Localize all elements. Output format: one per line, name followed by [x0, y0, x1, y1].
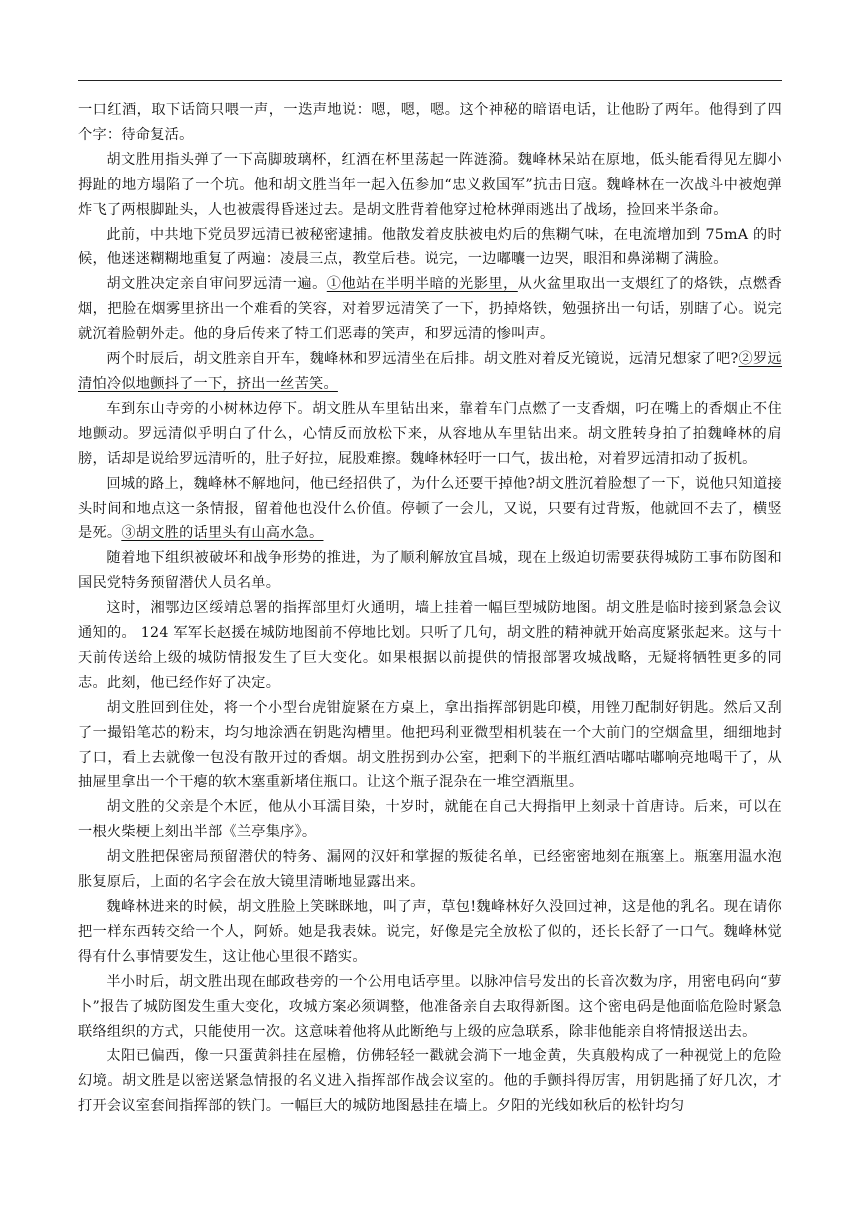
paragraph-text: 两个时辰后，胡文胜亲自开车，魏峰林和罗远清坐在后排。胡文胜对着反光镜说，远清兄想家了吧?: [106, 351, 739, 368]
paragraph-text: 胡文胜决定亲自审问罗远清一遍。: [106, 276, 327, 293]
paragraph-text: 从火盆里取出一支煨红了的烙铁，点燃香烟，把脸在烟雾里挤出一个难看的笑容，对着罗远清笑了一下，扔掉烙铁，勉强挤出一句话，别瞎了心。说完就沉着脸朝外走。他的身后传来了特工们恶毒的笑声，和罗远清的惨叫声。: [78, 276, 782, 343]
paragraph-text: 太阳已偏西，像一只蛋黄斜挂在屋檐，仿佛轻轻一戳就会淌下一地金黄，失真般构成了一种视觉上的危险幻境。胡文胜是以密送紧急情报的名义进入指挥部作战会议室的。他的手颤抖得厉害，用钥匙捅了好几次，才打开会议室套间指挥部的铁门。一幅巨大的城防地图悬挂在墙上。夕阳的光线如秋后的松针均匀: [78, 1048, 782, 1115]
underlined-sentence: ③胡文胜的话里头有山高水急。: [121, 525, 324, 542]
paragraph-text: 回城的路上，魏峰林不解地问，他已经招供了，为什么还要干掉他?胡文胜沉着脸想了一下，说他只知道接头时间和地点这一条情报，留着他也没什么价值。停顿了一会儿，又说，只要有过背叛，他就回不去了，横竖是死。: [78, 475, 782, 542]
paragraph: [78, 596, 782, 696]
paragraph-text: 这时，湘鄂边区绥靖总署的指挥部里灯火通明，墙上挂着一幅巨型城防地图。胡文胜是临时接到紧急会议通知的。 124 军军长赵援在城防地图前不停地比划。只听了几句，胡文胜的精神就开始高度紧张起来。这与十天前传送给上级的城防情报发生了巨大变化。如果根据以前提供的情报部署攻城战略，无疑将牺牲更多的同志。此刻，他已经作好了决定。: [78, 600, 782, 691]
paragraph: [78, 970, 782, 1045]
paragraph: [78, 845, 782, 895]
paragraph-text: 随着地下组织被破坏和战争形势的推进，为了顺利解放宜昌城，现在上级迫切需要获得城防工事布防图和国民党特务预留潜伏人员名单。: [78, 550, 782, 592]
article-body: [78, 98, 782, 1119]
paragraph-text: 胡文胜用指头弹了一下高脚玻璃杯，红酒在杯里荡起一阵涟漪。魏峰林呆站在原地，低头能看得见左脚小拇趾的地方塌陷了一个坑。他和胡文胜当年一起入伍参加“忠义救国军”抗击日寇。魏峰林在一次战斗中被炮弹炸飞了两根脚趾头，人也被震得昏迷过去。是胡文胜背着他穿过枪林弹雨逃出了战场，捡回来半条命。: [78, 151, 782, 218]
paragraph: [78, 795, 782, 845]
paragraph-text: 胡文胜的父亲是个木匠，他从小耳濡目染，十岁时，就能在自己大拇指甲上刻录十首唐诗。后来，可以在一根火柴梗上刻出半部《兰亭集序》。: [78, 799, 782, 841]
paragraph: [78, 1044, 782, 1119]
paragraph-text: 半小时后，胡文胜出现在邮政巷旁的一个公用电话亭里。以脉冲信号发出的长音次数为序，用密电码向“萝卜”报告了城防图发生重大变化，攻城方案必须调整，他准备亲自去取得新图。这个密电码是他面临危险时紧急联络组织的方式，只能使用一次。这意味着他将从此断绝与上级的应急联系，除非他能亲自将情报送出去。: [78, 973, 782, 1040]
paragraph-text: 胡文胜把保密局预留潜伏的特务、漏网的汉奸和掌握的叛徒名单，已经密密地刻在瓶塞上。瓶塞用温水泡胀复原后，上面的名字会在放大镜里清晰地显露出来。: [78, 849, 782, 891]
paragraph: [78, 98, 782, 148]
paragraph: [78, 272, 782, 347]
paragraph-text: 魏峰林进来的时候，胡文胜脸上笑眯眯地，叫了声，草包!魏峰林好久没回过神，这是他的乳名。现在请你把一样东西转交给一个人，阿娇。她是我表妹。说完，好像是完全放松了似的，还长长舒了一口气。魏峰林觉得有什么事情要发生，这让他心里很不踏实。: [78, 899, 782, 965]
paragraph: [78, 223, 782, 273]
paragraph: [78, 148, 782, 223]
paragraph: [78, 895, 782, 970]
paragraph-text: 一口红酒，取下话筒只喂一声，一迭声地说：嗯，嗯，嗯。这个神秘的暗语电话，让他盼了两年。他得到了四个字：待命复活。: [78, 102, 782, 143]
paragraph: [78, 472, 782, 547]
paragraph: [78, 696, 782, 796]
underlined-sentence: ②罗远清怕冷似地颤抖了一下，挤出一丝苦笑。: [78, 351, 782, 392]
paragraph-text: 此前，中共地下党员罗远清已被秘密逮捕。他散发着皮肤被电灼后的焦糊气味，在电流增加到 75mA 的时候，他迷迷糊糊地重复了两遍：凌晨三点，教堂后巷。说完，一边嘟囔一边哭，眼泪和鼻涕糊了满脸。: [78, 226, 782, 268]
paragraph: [78, 347, 782, 397]
underlined-sentence: ①他站在半明半暗的光影里，: [326, 276, 518, 293]
paragraph: [78, 397, 782, 472]
header-rule: [78, 80, 782, 81]
paragraph-text: 胡文胜回到住处，将一个小型台虎钳旋紧在方桌上，拿出指挥部钥匙印模，用锉刀配制好钥匙。然后又刮了一撮铅笔芯的粉末，均匀地涂洒在钥匙沟槽里。他把玛利亚微型相机装在一个大前门的空烟盒里，细细地封了口，看上去就像一包没有散开过的香烟。胡文胜拐到办公室，把剩下的半瓶红酒咕嘟咕嘟响亮地喝干了，从抽屉里拿出一个干瘪的软木塞重新堵住瓶口。让这个瓶子混杂在一堆空酒瓶里。: [78, 699, 782, 791]
paragraph: [78, 546, 782, 596]
paragraph-text: 车到东山寺旁的小树林边停下。胡文胜从车里钻出来，靠着车门点燃了一支香烟，叼在嘴上的香烟止不住地颤动。罗远清似乎明白了什么，心情反而放松下来，从容地从车里钻出来。胡文胜转身拍了拍魏峰林的肩膀，话却是说给罗远清听的，肚子好拉，屁股难擦。魏峰林轻吁一口气，拔出枪，对着罗远清扣动了扳机。: [78, 400, 782, 467]
